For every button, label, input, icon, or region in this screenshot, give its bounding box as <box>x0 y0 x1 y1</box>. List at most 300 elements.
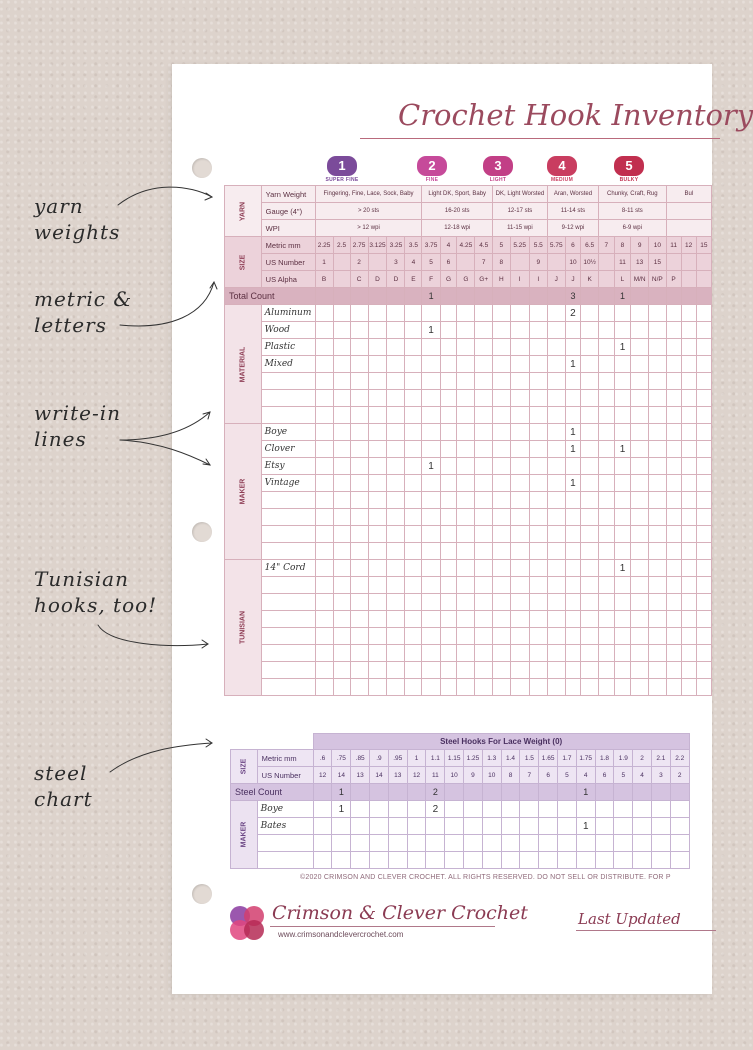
count-cell[interactable] <box>445 801 464 818</box>
count-cell[interactable] <box>520 835 539 852</box>
count-cell[interactable] <box>681 679 696 696</box>
count-cell[interactable] <box>422 594 440 611</box>
count-cell[interactable] <box>492 560 510 577</box>
count-cell[interactable] <box>510 526 529 543</box>
count-cell[interactable] <box>405 305 422 322</box>
count-cell[interactable] <box>492 475 510 492</box>
count-cell[interactable] <box>405 390 422 407</box>
count-cell[interactable] <box>649 407 667 424</box>
count-cell[interactable] <box>422 577 440 594</box>
count-cell[interactable] <box>666 611 681 628</box>
count-cell[interactable] <box>539 852 558 869</box>
count-cell[interactable] <box>333 424 350 441</box>
count-cell[interactable] <box>445 852 464 869</box>
count-cell[interactable] <box>492 543 510 560</box>
count-cell[interactable] <box>681 458 696 475</box>
count-cell[interactable] <box>440 577 457 594</box>
count-cell[interactable] <box>440 305 457 322</box>
count-cell[interactable] <box>614 543 631 560</box>
count-cell[interactable] <box>333 441 350 458</box>
count-cell[interactable] <box>482 835 501 852</box>
count-cell[interactable] <box>681 356 696 373</box>
count-cell[interactable] <box>529 492 547 509</box>
count-cell[interactable] <box>492 662 510 679</box>
count-cell[interactable] <box>529 526 547 543</box>
count-cell[interactable] <box>510 407 529 424</box>
count-cell[interactable] <box>405 424 422 441</box>
count-cell[interactable] <box>649 356 667 373</box>
count-cell[interactable] <box>387 560 405 577</box>
count-cell[interactable] <box>666 679 681 696</box>
count-cell[interactable] <box>405 594 422 611</box>
count-cell[interactable] <box>581 407 599 424</box>
count-cell[interactable] <box>631 526 649 543</box>
count-cell[interactable] <box>529 577 547 594</box>
count-cell[interactable] <box>315 305 333 322</box>
count-cell[interactable] <box>407 852 426 869</box>
count-cell[interactable] <box>475 560 492 577</box>
count-cell[interactable] <box>475 577 492 594</box>
count-cell[interactable] <box>464 818 483 835</box>
count-cell[interactable] <box>547 305 565 322</box>
count-cell[interactable]: 1 <box>614 560 631 577</box>
count-cell[interactable] <box>598 475 614 492</box>
count-cell[interactable] <box>670 835 689 852</box>
count-cell[interactable] <box>407 801 426 818</box>
count-cell[interactable] <box>565 628 581 645</box>
write-in-label[interactable] <box>257 852 313 869</box>
count-cell[interactable] <box>350 424 368 441</box>
count-cell[interactable] <box>440 662 457 679</box>
count-cell[interactable] <box>529 339 547 356</box>
count-cell[interactable] <box>405 322 422 339</box>
count-cell[interactable] <box>696 322 711 339</box>
count-cell[interactable] <box>333 594 350 611</box>
write-in-label[interactable] <box>257 835 313 852</box>
count-cell[interactable] <box>614 835 633 852</box>
count-cell[interactable] <box>315 458 333 475</box>
count-cell[interactable] <box>558 818 577 835</box>
count-cell[interactable] <box>696 424 711 441</box>
count-cell[interactable] <box>581 543 599 560</box>
count-cell[interactable] <box>315 356 333 373</box>
count-cell[interactable] <box>558 835 577 852</box>
count-cell[interactable] <box>581 458 599 475</box>
count-cell[interactable] <box>681 373 696 390</box>
count-cell[interactable] <box>547 628 565 645</box>
count-cell[interactable] <box>405 560 422 577</box>
count-cell[interactable] <box>492 509 510 526</box>
count-cell[interactable] <box>547 509 565 526</box>
count-cell[interactable] <box>350 339 368 356</box>
count-cell[interactable] <box>313 852 332 869</box>
count-cell[interactable] <box>457 339 475 356</box>
count-cell[interactable] <box>405 611 422 628</box>
count-cell[interactable] <box>407 835 426 852</box>
count-cell[interactable] <box>614 645 631 662</box>
count-cell[interactable] <box>315 509 333 526</box>
count-cell[interactable] <box>368 407 387 424</box>
count-cell[interactable] <box>631 305 649 322</box>
count-cell[interactable] <box>368 356 387 373</box>
count-cell[interactable] <box>440 594 457 611</box>
count-cell[interactable] <box>368 560 387 577</box>
count-cell[interactable] <box>614 818 633 835</box>
count-cell[interactable] <box>457 628 475 645</box>
count-cell[interactable] <box>631 628 649 645</box>
count-cell[interactable] <box>405 458 422 475</box>
count-cell[interactable] <box>510 356 529 373</box>
count-cell[interactable] <box>581 492 599 509</box>
count-cell[interactable] <box>529 441 547 458</box>
count-cell[interactable] <box>440 611 457 628</box>
count-cell[interactable] <box>614 356 631 373</box>
count-cell[interactable] <box>333 322 350 339</box>
count-cell[interactable] <box>614 577 631 594</box>
count-cell[interactable] <box>595 852 614 869</box>
count-cell[interactable] <box>492 373 510 390</box>
count-cell[interactable] <box>440 679 457 696</box>
count-cell[interactable] <box>576 801 595 818</box>
count-cell[interactable] <box>529 628 547 645</box>
count-cell[interactable]: 1 <box>422 458 440 475</box>
count-cell[interactable] <box>313 801 332 818</box>
count-cell[interactable] <box>581 305 599 322</box>
count-cell[interactable] <box>475 679 492 696</box>
count-cell[interactable] <box>696 390 711 407</box>
count-cell[interactable] <box>598 543 614 560</box>
count-cell[interactable] <box>666 509 681 526</box>
count-cell[interactable] <box>475 611 492 628</box>
count-cell[interactable] <box>368 662 387 679</box>
count-cell[interactable] <box>681 543 696 560</box>
count-cell[interactable] <box>333 475 350 492</box>
count-cell[interactable] <box>510 475 529 492</box>
count-cell[interactable] <box>631 679 649 696</box>
count-cell[interactable] <box>529 662 547 679</box>
count-cell[interactable] <box>492 441 510 458</box>
count-cell[interactable] <box>388 801 407 818</box>
count-cell[interactable] <box>492 645 510 662</box>
count-cell[interactable] <box>565 509 581 526</box>
count-cell[interactable] <box>649 662 667 679</box>
count-cell[interactable] <box>529 407 547 424</box>
count-cell[interactable] <box>440 628 457 645</box>
count-cell[interactable] <box>333 543 350 560</box>
count-cell[interactable] <box>558 852 577 869</box>
count-cell[interactable] <box>547 679 565 696</box>
count-cell[interactable] <box>598 407 614 424</box>
count-cell[interactable] <box>631 594 649 611</box>
count-cell[interactable] <box>696 662 711 679</box>
count-cell[interactable] <box>388 852 407 869</box>
count-cell[interactable] <box>405 441 422 458</box>
count-cell[interactable] <box>649 475 667 492</box>
count-cell[interactable] <box>422 492 440 509</box>
count-cell[interactable] <box>598 679 614 696</box>
count-cell[interactable] <box>649 645 667 662</box>
count-cell[interactable] <box>681 390 696 407</box>
count-cell[interactable] <box>581 475 599 492</box>
count-cell[interactable] <box>315 679 333 696</box>
count-cell[interactable] <box>565 407 581 424</box>
write-in-label[interactable]: Bates <box>257 818 313 835</box>
count-cell[interactable] <box>368 475 387 492</box>
count-cell[interactable] <box>492 424 510 441</box>
count-cell[interactable] <box>631 577 649 594</box>
count-cell[interactable] <box>510 441 529 458</box>
count-cell[interactable] <box>407 818 426 835</box>
count-cell[interactable] <box>492 679 510 696</box>
count-cell[interactable] <box>649 543 667 560</box>
count-cell[interactable] <box>696 526 711 543</box>
write-in-label[interactable] <box>261 662 315 679</box>
count-cell[interactable] <box>681 441 696 458</box>
count-cell[interactable] <box>547 560 565 577</box>
write-in-label[interactable] <box>261 543 315 560</box>
count-cell[interactable] <box>475 424 492 441</box>
count-cell[interactable] <box>440 509 457 526</box>
count-cell[interactable] <box>405 509 422 526</box>
count-cell[interactable] <box>350 441 368 458</box>
write-in-label[interactable]: 14" Cord <box>261 560 315 577</box>
count-cell[interactable] <box>614 390 631 407</box>
count-cell[interactable] <box>457 594 475 611</box>
count-cell[interactable] <box>422 356 440 373</box>
count-cell[interactable] <box>492 339 510 356</box>
count-cell[interactable] <box>333 458 350 475</box>
count-cell[interactable]: 1 <box>422 322 440 339</box>
count-cell[interactable] <box>670 852 689 869</box>
count-cell[interactable] <box>350 492 368 509</box>
count-cell[interactable] <box>565 560 581 577</box>
count-cell[interactable] <box>405 407 422 424</box>
count-cell[interactable] <box>598 356 614 373</box>
count-cell[interactable] <box>501 818 520 835</box>
count-cell[interactable]: 1 <box>565 424 581 441</box>
count-cell[interactable] <box>633 852 652 869</box>
count-cell[interactable] <box>649 424 667 441</box>
count-cell[interactable] <box>520 801 539 818</box>
count-cell[interactable] <box>313 835 332 852</box>
count-cell[interactable] <box>482 818 501 835</box>
count-cell[interactable] <box>614 611 631 628</box>
count-cell[interactable] <box>440 373 457 390</box>
count-cell[interactable] <box>670 801 689 818</box>
count-cell[interactable] <box>614 662 631 679</box>
count-cell[interactable] <box>464 801 483 818</box>
count-cell[interactable] <box>510 543 529 560</box>
count-cell[interactable] <box>315 594 333 611</box>
write-in-label[interactable]: Clover <box>261 441 315 458</box>
count-cell[interactable]: 1 <box>614 441 631 458</box>
count-cell[interactable] <box>440 475 457 492</box>
count-cell[interactable] <box>633 818 652 835</box>
count-cell[interactable] <box>350 662 368 679</box>
count-cell[interactable] <box>457 390 475 407</box>
count-cell[interactable] <box>547 458 565 475</box>
count-cell[interactable] <box>315 390 333 407</box>
count-cell[interactable] <box>350 373 368 390</box>
count-cell[interactable] <box>387 424 405 441</box>
count-cell[interactable] <box>598 662 614 679</box>
count-cell[interactable] <box>387 322 405 339</box>
count-cell[interactable] <box>614 322 631 339</box>
count-cell[interactable] <box>422 543 440 560</box>
count-cell[interactable] <box>422 305 440 322</box>
count-cell[interactable] <box>649 441 667 458</box>
count-cell[interactable] <box>457 611 475 628</box>
count-cell[interactable] <box>387 390 405 407</box>
count-cell[interactable] <box>510 322 529 339</box>
count-cell[interactable] <box>681 339 696 356</box>
count-cell[interactable] <box>350 475 368 492</box>
count-cell[interactable] <box>315 628 333 645</box>
count-cell[interactable] <box>333 373 350 390</box>
count-cell[interactable] <box>696 628 711 645</box>
count-cell[interactable] <box>565 645 581 662</box>
count-cell[interactable] <box>351 852 370 869</box>
count-cell[interactable] <box>649 305 667 322</box>
count-cell[interactable] <box>614 424 631 441</box>
count-cell[interactable] <box>595 801 614 818</box>
count-cell[interactable] <box>547 339 565 356</box>
count-cell[interactable] <box>565 390 581 407</box>
count-cell[interactable] <box>631 475 649 492</box>
write-in-label[interactable]: Aluminum <box>261 305 315 322</box>
count-cell[interactable]: 1 <box>565 441 581 458</box>
count-cell[interactable] <box>666 628 681 645</box>
count-cell[interactable] <box>387 526 405 543</box>
count-cell[interactable] <box>350 679 368 696</box>
count-cell[interactable] <box>598 645 614 662</box>
count-cell[interactable] <box>333 662 350 679</box>
count-cell[interactable] <box>510 662 529 679</box>
count-cell[interactable] <box>581 628 599 645</box>
count-cell[interactable] <box>581 645 599 662</box>
count-cell[interactable] <box>696 458 711 475</box>
count-cell[interactable] <box>633 801 652 818</box>
count-cell[interactable] <box>492 407 510 424</box>
count-cell[interactable] <box>666 356 681 373</box>
count-cell[interactable] <box>547 475 565 492</box>
count-cell[interactable] <box>315 424 333 441</box>
count-cell[interactable] <box>598 577 614 594</box>
count-cell[interactable] <box>666 373 681 390</box>
count-cell[interactable] <box>614 509 631 526</box>
count-cell[interactable] <box>510 373 529 390</box>
count-cell[interactable] <box>666 662 681 679</box>
write-in-label[interactable]: Mixed <box>261 356 315 373</box>
count-cell[interactable] <box>315 441 333 458</box>
count-cell[interactable] <box>696 305 711 322</box>
count-cell[interactable] <box>422 645 440 662</box>
write-in-label[interactable] <box>261 492 315 509</box>
count-cell[interactable]: 1 <box>332 801 351 818</box>
count-cell[interactable] <box>333 509 350 526</box>
count-cell[interactable] <box>649 492 667 509</box>
count-cell[interactable] <box>565 373 581 390</box>
count-cell[interactable] <box>387 679 405 696</box>
count-cell[interactable] <box>315 645 333 662</box>
count-cell[interactable] <box>492 594 510 611</box>
count-cell[interactable] <box>633 835 652 852</box>
count-cell[interactable] <box>350 322 368 339</box>
count-cell[interactable] <box>666 475 681 492</box>
count-cell[interactable] <box>475 475 492 492</box>
count-cell[interactable] <box>681 526 696 543</box>
count-cell[interactable] <box>598 560 614 577</box>
count-cell[interactable] <box>475 407 492 424</box>
count-cell[interactable] <box>368 679 387 696</box>
count-cell[interactable] <box>475 628 492 645</box>
count-cell[interactable] <box>422 373 440 390</box>
count-cell[interactable] <box>696 441 711 458</box>
count-cell[interactable] <box>598 509 614 526</box>
count-cell[interactable] <box>492 611 510 628</box>
count-cell[interactable] <box>475 390 492 407</box>
count-cell[interactable] <box>510 679 529 696</box>
count-cell[interactable] <box>614 628 631 645</box>
count-cell[interactable] <box>492 526 510 543</box>
count-cell[interactable] <box>681 509 696 526</box>
count-cell[interactable] <box>492 458 510 475</box>
count-cell[interactable] <box>332 835 351 852</box>
count-cell[interactable] <box>368 645 387 662</box>
count-cell[interactable] <box>598 441 614 458</box>
count-cell[interactable] <box>649 611 667 628</box>
count-cell[interactable] <box>457 492 475 509</box>
count-cell[interactable] <box>652 852 671 869</box>
count-cell[interactable] <box>581 594 599 611</box>
count-cell[interactable] <box>649 679 667 696</box>
count-cell[interactable] <box>696 543 711 560</box>
count-cell[interactable] <box>666 526 681 543</box>
count-cell[interactable] <box>501 852 520 869</box>
count-cell[interactable] <box>475 441 492 458</box>
count-cell[interactable] <box>333 339 350 356</box>
count-cell[interactable] <box>614 526 631 543</box>
count-cell[interactable] <box>576 852 595 869</box>
count-cell[interactable] <box>475 356 492 373</box>
count-cell[interactable] <box>565 526 581 543</box>
count-cell[interactable] <box>529 594 547 611</box>
count-cell[interactable]: 1 <box>565 356 581 373</box>
count-cell[interactable] <box>405 645 422 662</box>
count-cell[interactable] <box>547 543 565 560</box>
count-cell[interactable] <box>368 526 387 543</box>
count-cell[interactable] <box>598 339 614 356</box>
count-cell[interactable] <box>565 679 581 696</box>
count-cell[interactable] <box>598 594 614 611</box>
count-cell[interactable] <box>464 835 483 852</box>
count-cell[interactable] <box>422 509 440 526</box>
count-cell[interactable] <box>388 818 407 835</box>
count-cell[interactable] <box>350 390 368 407</box>
count-cell[interactable] <box>614 458 631 475</box>
count-cell[interactable] <box>652 801 671 818</box>
count-cell[interactable]: 1 <box>576 818 595 835</box>
count-cell[interactable] <box>510 594 529 611</box>
count-cell[interactable] <box>405 356 422 373</box>
count-cell[interactable] <box>333 492 350 509</box>
count-cell[interactable] <box>482 801 501 818</box>
count-cell[interactable] <box>631 373 649 390</box>
count-cell[interactable] <box>598 390 614 407</box>
count-cell[interactable] <box>696 492 711 509</box>
count-cell[interactable] <box>350 526 368 543</box>
write-in-label[interactable]: Etsy <box>261 458 315 475</box>
